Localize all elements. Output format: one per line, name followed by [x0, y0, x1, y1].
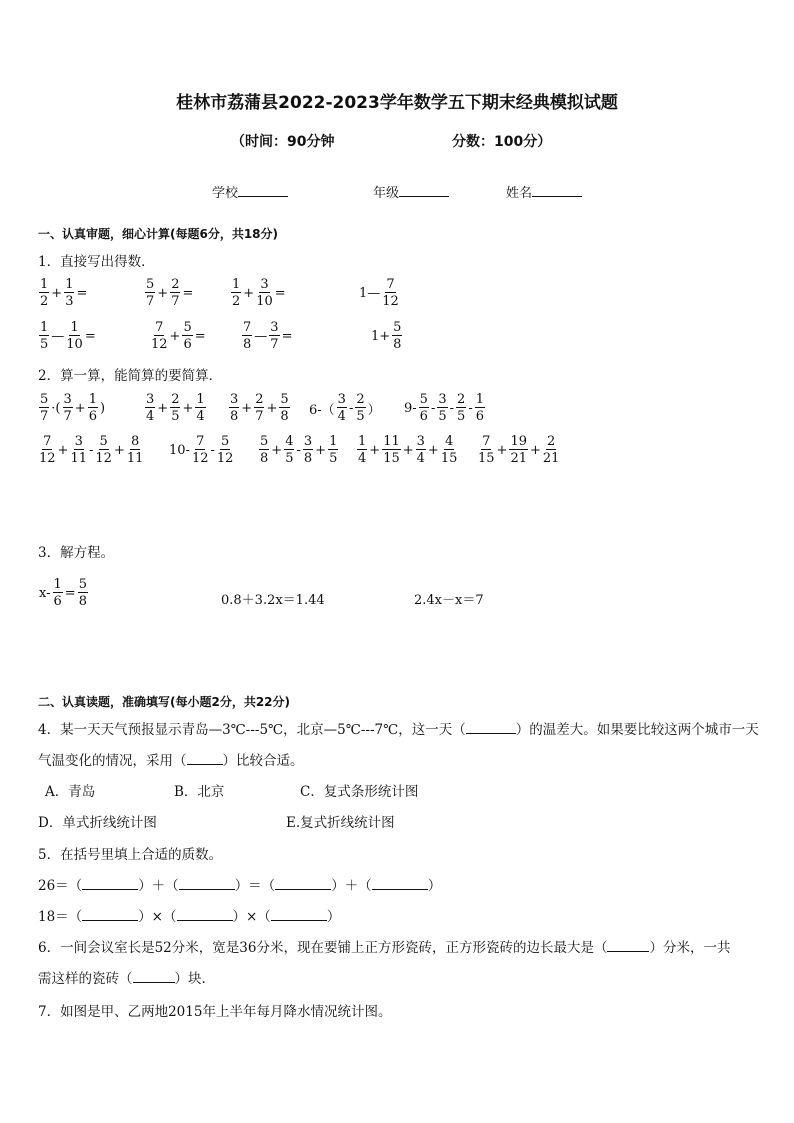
operator: 1+ — [371, 328, 391, 344]
numerator: 1 — [329, 434, 338, 449]
fraction — [53, 578, 63, 608]
q2-expr — [38, 393, 106, 423]
numerator: 7 — [386, 277, 395, 292]
numerator: 7 — [243, 320, 252, 335]
q1-expr — [241, 321, 293, 351]
operator: 1— — [359, 285, 381, 301]
fraction — [63, 393, 73, 423]
denominator: 21 — [542, 451, 560, 466]
fraction — [475, 393, 485, 423]
fraction — [231, 278, 241, 308]
denominator: 5 — [329, 451, 338, 466]
fraction — [303, 435, 313, 465]
q2-expr — [144, 393, 207, 423]
denominator: 6 — [183, 337, 192, 352]
denominator: 7 — [40, 409, 49, 424]
fraction — [95, 435, 112, 465]
q4-option-d: D．单式折线统计图 — [38, 815, 157, 831]
name-label: 姓名 — [506, 186, 533, 201]
fraction — [478, 435, 495, 465]
operator: - — [468, 400, 473, 416]
numerator: 1 — [70, 320, 79, 335]
numerator: 5 — [99, 434, 108, 449]
denominator: 15 — [383, 451, 400, 466]
operator: ） — [367, 402, 381, 418]
numerator: 2 — [171, 392, 180, 407]
operator: - — [348, 400, 354, 416]
numerator: 3 — [63, 392, 72, 407]
q6-line-1 — [38, 936, 730, 956]
q1-expr — [230, 278, 287, 308]
operator: - — [430, 400, 436, 416]
operator: ·( — [51, 400, 61, 416]
operator: + — [315, 442, 327, 458]
fraction — [355, 393, 365, 423]
numerator: 7 — [155, 320, 164, 335]
denominator: 5 — [457, 409, 466, 424]
denominator: 5 — [285, 451, 294, 466]
numerator: 11 — [383, 434, 400, 449]
numerator: 5 — [280, 392, 289, 407]
q5-text: ）＋（ — [331, 878, 372, 894]
q4-option-a: A．青岛 — [45, 784, 96, 800]
q6-line-2 — [38, 967, 206, 987]
q4-option-b: B．北京 — [174, 784, 225, 800]
fraction — [382, 435, 401, 465]
q5-line-1 — [38, 874, 441, 894]
fraction — [39, 278, 49, 308]
operator: + — [169, 328, 181, 344]
q4-text: ）比较合适。 — [222, 753, 304, 769]
numerator: 5 — [183, 320, 192, 335]
fraction — [279, 393, 289, 423]
numerator: 3 — [260, 277, 269, 292]
name-field — [506, 182, 582, 201]
name-blank — [532, 184, 582, 197]
school-label: 学校 — [212, 186, 239, 201]
numerator: 19 — [510, 434, 527, 449]
operator: + — [157, 285, 169, 301]
denominator: 12 — [151, 337, 168, 352]
exam-score: 分数：100分） — [452, 134, 552, 150]
page-title: 桂林市荔蒲县2022-2023学年数学五下期末经典模拟试题 — [176, 93, 618, 113]
fraction — [127, 435, 144, 465]
operator: + — [402, 442, 414, 458]
fraction — [242, 321, 252, 351]
numerator: 3 — [416, 434, 425, 449]
school-blank — [238, 184, 288, 197]
q4-line-1 — [38, 718, 759, 738]
numerator: 5 — [78, 577, 87, 592]
denominator: 8 — [393, 337, 402, 352]
numerator: 4 — [444, 434, 454, 449]
fraction — [66, 321, 83, 351]
numerator: 3 — [438, 392, 447, 407]
grade-blank — [399, 184, 449, 197]
operator: = — [281, 328, 293, 344]
denominator: 4 — [416, 451, 425, 466]
fraction — [382, 278, 399, 308]
numerator: 3 — [337, 392, 346, 407]
answer-blank[interactable] — [187, 752, 223, 765]
operator: + — [113, 442, 125, 458]
fraction — [509, 435, 528, 465]
q2-expr — [38, 435, 144, 465]
numerator: 3 — [270, 320, 279, 335]
fraction — [256, 278, 273, 308]
q1-expr — [144, 278, 194, 308]
q1-expr — [38, 278, 88, 308]
fraction — [419, 393, 429, 423]
q6-text: 需这样的瓷砖（ — [38, 971, 133, 987]
q4-text: 气温变化的情况，采用（ — [38, 753, 187, 769]
section2-heading: 二、认真读题，准确填写(每小题2分，共22分) — [38, 695, 291, 709]
q5-text: ）＋（ — [138, 878, 179, 894]
numerator: 5 — [221, 434, 230, 449]
operator: - — [210, 442, 215, 458]
fraction — [170, 393, 180, 423]
numerator: 1 — [196, 392, 205, 407]
numerator: 1 — [40, 277, 49, 292]
numerator: 2 — [171, 277, 180, 292]
denominator: 8 — [303, 451, 313, 466]
q6-text: 6．一间会议室长是52分米，宽是36分米，现在要铺上正方形瓷砖，正方形瓷砖的边长最大是（ — [38, 940, 608, 956]
q1-expr — [150, 321, 207, 351]
fraction — [328, 435, 338, 465]
operator: - — [296, 442, 301, 458]
q5-line-2 — [38, 905, 340, 925]
numerator: 2 — [255, 392, 264, 407]
numerator: 1 — [358, 434, 367, 449]
denominator: 10 — [256, 294, 273, 309]
fraction — [64, 278, 74, 308]
fraction — [217, 435, 234, 465]
operator: + — [51, 285, 63, 301]
q5-text: ） — [326, 909, 341, 925]
numerator: 5 — [419, 392, 428, 407]
fraction — [337, 393, 347, 423]
fraction — [543, 435, 560, 465]
denominator: 5 — [40, 337, 49, 352]
denominator: 5 — [356, 409, 365, 424]
grade-label: 年级 — [373, 186, 400, 201]
fraction — [145, 278, 155, 308]
numerator: 1 — [53, 577, 62, 592]
fraction — [78, 578, 88, 608]
fraction — [195, 393, 205, 423]
operator: + — [157, 400, 169, 416]
fraction — [357, 435, 367, 465]
fraction — [145, 393, 155, 423]
exam-time: （时间：90分钟 — [231, 134, 335, 150]
numerator: 8 — [130, 434, 140, 449]
answer-blank[interactable] — [372, 877, 428, 890]
operator: = — [182, 285, 194, 301]
fraction — [259, 435, 269, 465]
denominator: 2 — [232, 294, 241, 309]
denominator: 11 — [70, 451, 87, 466]
q3-equation-1 — [38, 578, 89, 608]
denominator: 12 — [216, 451, 234, 466]
q4-text: ）的温差大。如果要比较这两个城市一天 — [515, 722, 759, 738]
denominator: 5 — [171, 409, 180, 424]
operator: - — [89, 442, 94, 458]
operator: + — [243, 285, 255, 301]
operator: ) — [99, 400, 106, 416]
denominator: 4 — [337, 409, 346, 424]
q2-expr — [403, 393, 486, 423]
fraction — [151, 321, 168, 351]
grade-field — [373, 182, 449, 201]
q2-label: 2．算一算，能简算的要简算． — [38, 368, 223, 384]
answer-blank[interactable] — [82, 877, 138, 890]
q2-expr — [308, 393, 382, 423]
numerator: 1 — [475, 392, 485, 407]
operator: = — [64, 585, 76, 601]
denominator: 12 — [95, 451, 112, 466]
q3-label: 3．解方程。 — [38, 545, 115, 561]
q5-text: 26＝（ — [38, 878, 83, 894]
fraction — [88, 393, 98, 423]
denominator: 8 — [230, 409, 239, 424]
denominator: 7 — [171, 294, 180, 309]
school-field — [212, 182, 288, 201]
fraction — [182, 321, 192, 351]
denominator: 6 — [53, 594, 62, 609]
numerator: 7 — [43, 434, 52, 449]
operator: — — [51, 328, 65, 344]
operator: 6-（ — [309, 402, 335, 418]
q6-text: ）块. — [174, 971, 206, 987]
q5-label: 5．在括号里填上合适的质数。 — [38, 847, 223, 863]
denominator: 6 — [88, 409, 97, 424]
q3-equation-2: 0.8＋3.2x＝1.44 — [221, 593, 325, 608]
answer-blank[interactable] — [466, 721, 516, 734]
q2-expr — [356, 435, 458, 465]
operator: + — [496, 442, 508, 458]
denominator: 15 — [440, 451, 458, 466]
q2-expr — [258, 435, 339, 465]
fraction — [437, 393, 447, 423]
operator: + — [427, 442, 439, 458]
numerator: 1 — [40, 320, 49, 335]
numerator: 5 — [260, 434, 269, 449]
numerator: 3 — [146, 392, 155, 407]
fraction — [456, 393, 466, 423]
denominator: 12 — [382, 294, 399, 309]
operator: x- — [39, 585, 51, 601]
denominator: 12 — [191, 451, 209, 466]
denominator: 15 — [478, 451, 495, 466]
q2-expr — [477, 435, 560, 465]
operator: 10- — [169, 442, 190, 458]
operator: = — [84, 328, 96, 344]
operator: — — [254, 328, 268, 344]
operator: + — [369, 442, 381, 458]
q4-option-c: C．复式条形统计图 — [300, 784, 419, 800]
numerator: 2 — [547, 434, 556, 449]
section1-heading: 一、认真审题，细心计算(每题6分，共18分) — [38, 227, 279, 241]
denominator: 4 — [196, 409, 205, 424]
q1-expr — [370, 321, 403, 351]
q5-text: ） — [427, 878, 442, 894]
answer-blank[interactable] — [82, 908, 138, 921]
fraction — [229, 393, 239, 423]
fraction — [284, 435, 294, 465]
denominator: 6 — [419, 409, 428, 424]
operator: = — [76, 285, 88, 301]
numerator: 3 — [230, 392, 239, 407]
denominator: 8 — [280, 409, 289, 424]
q1-expr — [358, 278, 400, 308]
numerator: 1 — [88, 392, 97, 407]
numerator: 5 — [393, 320, 402, 335]
numerator: 5 — [146, 277, 155, 292]
q1-expr — [38, 321, 97, 351]
fraction — [39, 435, 56, 465]
fraction — [70, 435, 87, 465]
operator: + — [271, 442, 283, 458]
numerator: 1 — [232, 277, 241, 292]
fraction — [170, 278, 180, 308]
q6-text: ）分米，一共 — [649, 940, 731, 956]
operator: + — [530, 442, 541, 458]
fraction — [192, 435, 209, 465]
denominator: 7 — [270, 337, 279, 352]
q5-text: ）×（ — [232, 909, 271, 925]
operator: + — [74, 400, 86, 416]
operator: = — [194, 328, 206, 344]
operator: = — [274, 285, 286, 301]
denominator: 10 — [66, 337, 83, 352]
denominator: 2 — [40, 294, 49, 309]
q4-option-e: E.复式折线统计图 — [286, 815, 395, 831]
denominator: 5 — [438, 409, 447, 424]
operator: - — [449, 400, 455, 416]
q2-expr — [168, 435, 234, 465]
numerator: 7 — [482, 434, 491, 449]
fraction — [254, 393, 264, 423]
q5-text: 18＝（ — [38, 909, 83, 925]
fraction — [269, 321, 279, 351]
denominator: 7 — [255, 409, 264, 424]
q7-text: 7．如图是甲、乙两地2015年上半年每月降水情况统计图。 — [38, 1004, 392, 1020]
answer-blank[interactable] — [179, 877, 235, 890]
q5-text: ）×（ — [138, 909, 177, 925]
operator: + — [182, 400, 194, 416]
q1-label: 1．直接写出得数． — [38, 254, 155, 270]
q5-text: ）＝（ — [234, 878, 276, 894]
q2-expr — [228, 393, 291, 423]
answer-blank[interactable] — [607, 939, 649, 952]
denominator: 7 — [63, 409, 72, 424]
q4-line-2 — [38, 749, 304, 769]
q4-text: 4．某一天天气预报显示青岛—3℃---5℃，北京—5℃---7℃，这一天（ — [38, 722, 466, 738]
numerator: 7 — [196, 434, 205, 449]
denominator: 11 — [126, 451, 144, 466]
numerator: 3 — [74, 434, 83, 449]
denominator: 12 — [39, 451, 56, 466]
answer-blank[interactable] — [271, 908, 327, 921]
denominator: 21 — [510, 451, 527, 466]
operator: + — [266, 400, 278, 416]
denominator: 7 — [146, 294, 155, 309]
answer-blank[interactable] — [275, 877, 331, 890]
numerator: 3 — [303, 434, 313, 449]
operator: 9- — [404, 400, 417, 416]
answer-blank[interactable] — [177, 908, 233, 921]
numerator: 1 — [65, 277, 74, 292]
numerator: 2 — [457, 392, 466, 407]
denominator: 4 — [358, 451, 367, 466]
denominator: 6 — [475, 409, 485, 424]
denominator: 8 — [78, 594, 87, 609]
denominator: 8 — [243, 337, 252, 352]
denominator: 3 — [65, 294, 74, 309]
operator: + — [241, 400, 253, 416]
fraction — [39, 321, 49, 351]
fraction — [392, 321, 402, 351]
fraction — [416, 435, 426, 465]
denominator: 8 — [260, 451, 269, 466]
q3-equation-3: 2.4x－x＝7 — [414, 593, 484, 608]
answer-blank[interactable] — [133, 970, 175, 983]
operator: + — [57, 442, 69, 458]
numerator: 4 — [285, 434, 294, 449]
numerator: 2 — [356, 392, 365, 407]
numerator: 5 — [40, 392, 49, 407]
denominator: 4 — [146, 409, 155, 424]
fraction — [441, 435, 458, 465]
fraction — [39, 393, 49, 423]
